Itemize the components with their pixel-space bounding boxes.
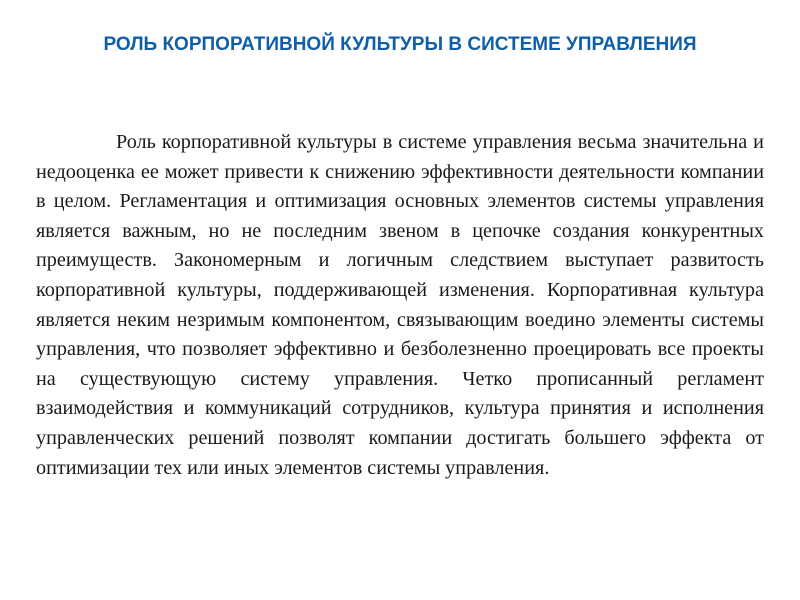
slide-title: РОЛЬ КОРПОРАТИВНОЙ КУЛЬТУРЫ В СИСТЕМЕ УПРАВЛЕНИЯ (103, 34, 697, 55)
slide-body-paragraph: Роль корпоративной культуры в системе управления весьма значительна и недооценка ее может привести к снижению эффективности деятельности компании в целом. Регламентация и оптимизация основных элементов системы управления является важным, но не последним звеном в цепочке создания конкурентных преимуществ. Закономерным и логичным следствием выступает развитость корпоративной культуры, поддерживающей изменения. Корпоративная культура является неким незримым компонентом, связывающим воедино элементы системы управления, что позволяет эффективно и безболезненно проецировать все проекты на существующую систему управления. Четко прописанный регламент взаимодействия и коммуникаций сотрудников, культура принятия и исполнения управленческих решений позволят компании достигать большего эффекта от оптимизации тех или иных элементов системы управления. (36, 131, 764, 479)
